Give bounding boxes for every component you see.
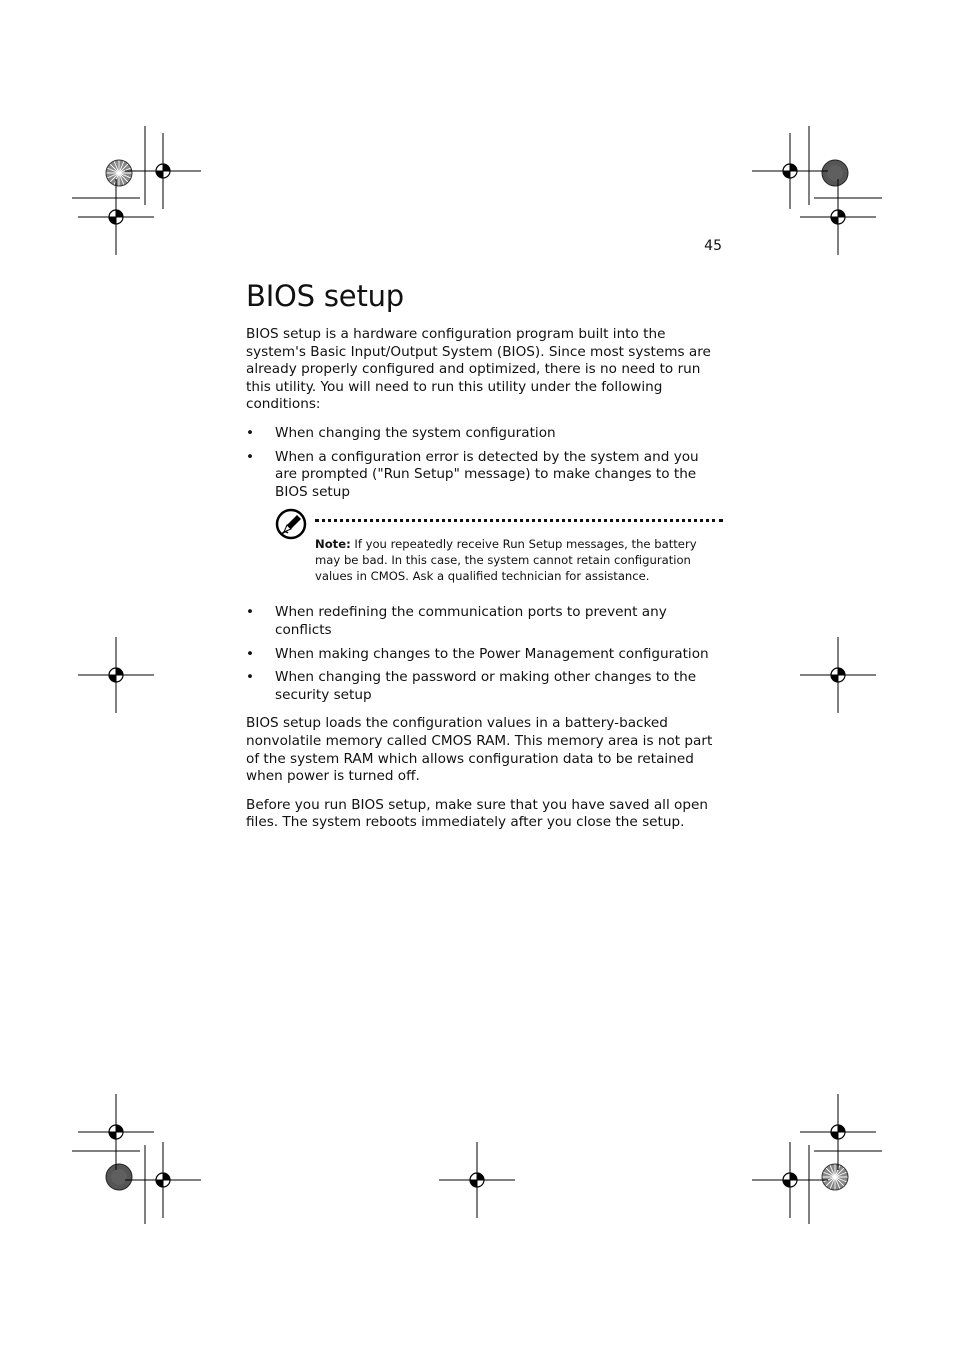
intro-paragraph: BIOS setup is a hardware configuration program built into the system's Basic Input/Output System (BIOS). Since most systems are already properly configured and optimized, there is no need to run this utility. You will need to run this utility under the following conditions: bbox=[246, 326, 711, 413]
list-item bbox=[246, 604, 724, 639]
list-item-text: When redefining the communication ports to prevent any conflicts bbox=[275, 604, 667, 638]
bullet-marker: • bbox=[246, 448, 255, 465]
cmos-paragraph: BIOS setup loads the configuration values in a battery-backed nonvolatile memory called CMOS RAM. This memory area is not part of the system RAM which allows configuration data to be retained when power is turned off. bbox=[246, 715, 713, 785]
note-label: Note: bbox=[315, 537, 351, 552]
list-item bbox=[246, 669, 724, 704]
list-item bbox=[246, 425, 724, 443]
page-number: 45 bbox=[704, 238, 722, 254]
list-item bbox=[246, 449, 724, 502]
note-text bbox=[315, 536, 725, 584]
list-item-text: When a configuration error is detected by the system and you are prompted ("Run Setup" message) to make changes to the BIOS setup bbox=[275, 448, 699, 500]
bullet-marker: • bbox=[246, 424, 255, 441]
note-body: If you repeatedly receive Run Setup messages, the battery may be bad. In this case, the system cannot retain configuration values in CMOS. Ask a qualified technician for assistance. bbox=[315, 537, 697, 584]
bullet-marker: • bbox=[246, 669, 255, 686]
conditions-list-first bbox=[246, 425, 724, 501]
before-setup-paragraph: Before you run BIOS setup, make sure that you have saved all open files. The system reboots immediately after you close the setup. bbox=[246, 796, 708, 831]
note-pen-icon bbox=[275, 508, 307, 540]
conditions-list-second bbox=[246, 604, 724, 704]
list-item bbox=[246, 646, 724, 664]
note-box bbox=[275, 508, 724, 594]
note-divider bbox=[315, 519, 723, 522]
list-item-text: When changing the system configuration bbox=[275, 424, 556, 441]
page-content bbox=[246, 272, 724, 843]
list-item-text: When changing the password or making other changes to the security setup bbox=[275, 669, 697, 703]
list-item-text: When making changes to the Power Management configuration bbox=[275, 645, 709, 662]
page-title: BIOS setup bbox=[246, 279, 405, 313]
bullet-marker: • bbox=[246, 604, 255, 621]
bullet-marker: • bbox=[246, 645, 255, 662]
